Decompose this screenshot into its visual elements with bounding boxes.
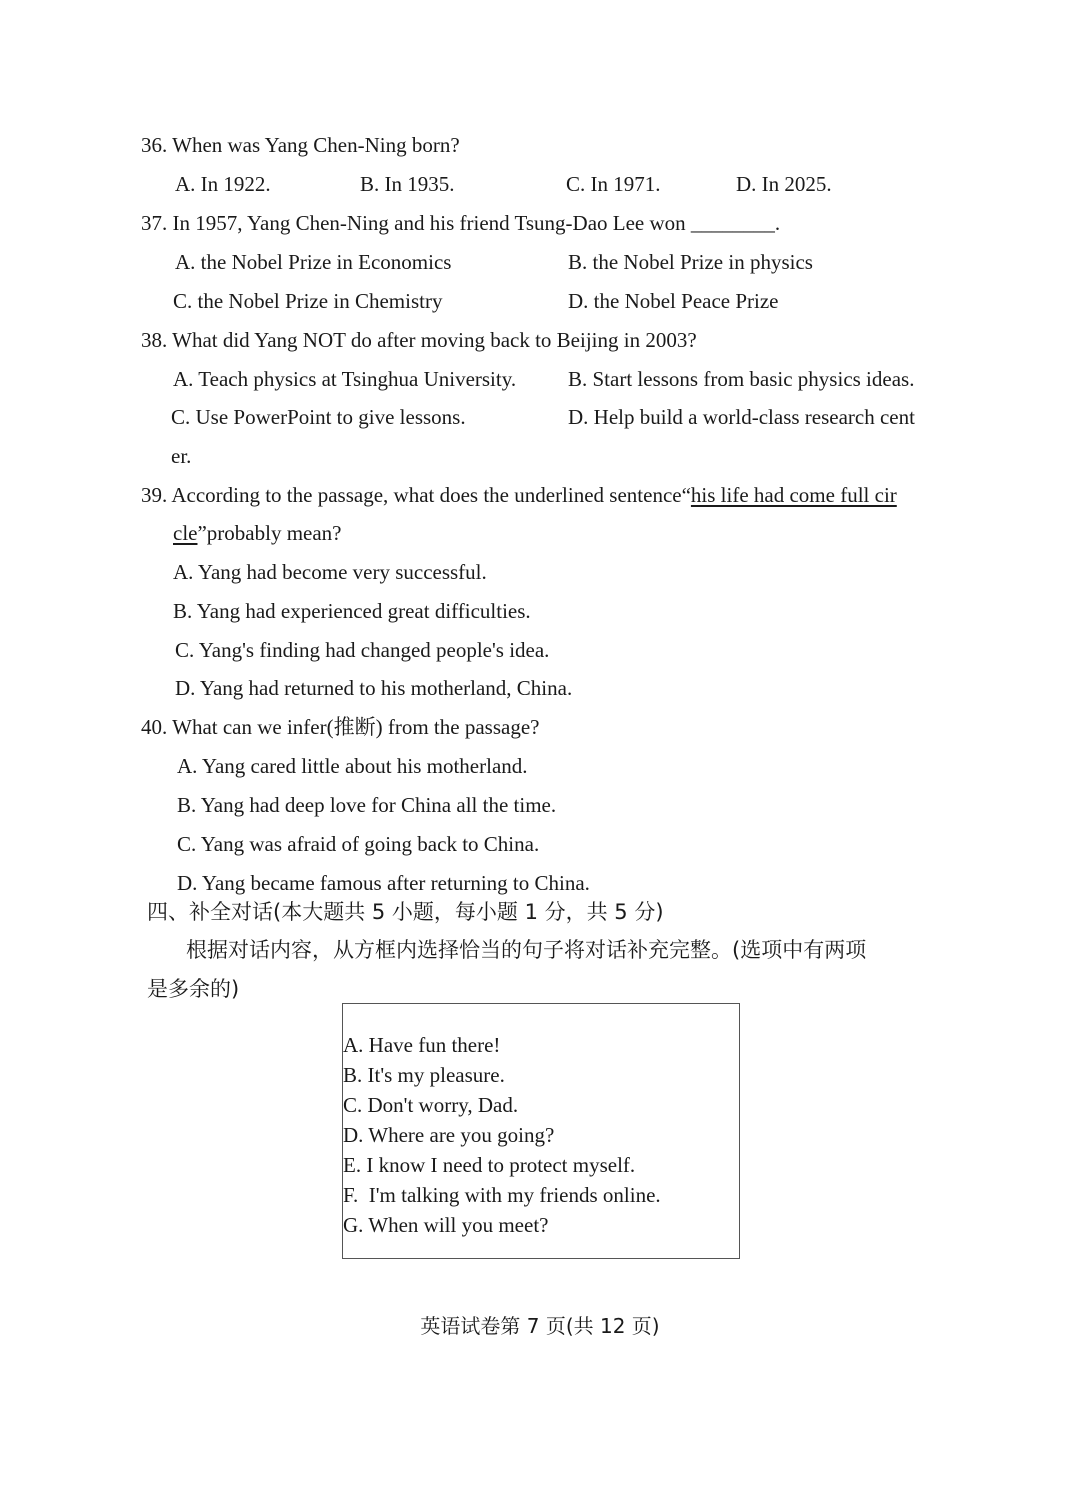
section-4-heading: 四、补全对话(本大题共 5 小题，每小题 1 分，共 5 分) — [147, 900, 664, 924]
box-option-d: D. Where are you going? — [343, 1123, 555, 1147]
q39-stem-suffix: ”probably mean? — [197, 521, 342, 545]
question-40-stem — [141, 714, 539, 740]
q39-stem-prefix: 39. According to the passage, what does the underlined sentence“ — [141, 483, 691, 507]
options-box — [342, 1003, 740, 1259]
question-39-stem — [141, 482, 897, 508]
q39-option-d: D. Yang had returned to his motherland, China. — [175, 676, 573, 700]
q38-option-d-wrap: er. — [171, 444, 192, 468]
q36-option-a: A. In 1922. — [175, 172, 271, 196]
box-option-e: E. I know I need to protect myself. — [343, 1153, 636, 1177]
q39-option-a: A. Yang had become very successful. — [173, 560, 487, 584]
q39-underlined-sentence: his life had come full cir — [690, 483, 897, 507]
page-footer: 英语试卷第 7 页(共 12 页) — [420, 1314, 660, 1338]
q36-option-d: D. In 2025. — [736, 172, 832, 196]
q37-option-a: A. the Nobel Prize in Economics — [175, 250, 452, 274]
q38-option-c: C. Use PowerPoint to give lessons. — [171, 405, 466, 429]
q39-option-c: C. Yang's finding had changed people's idea. — [175, 638, 550, 662]
question-39-stem-cont — [173, 520, 342, 546]
section-4-instruction-cont: 是多余的) — [147, 977, 240, 1001]
q37-option-d: D. the Nobel Peace Prize — [568, 289, 779, 313]
q38-option-d: D. Help build a world-class research cent — [568, 405, 915, 429]
box-option-b: B. It's my pleasure. — [343, 1063, 505, 1087]
q37-option-c: C. the Nobel Prize in Chemistry — [173, 289, 443, 313]
box-option-g: G. When will you meet? — [343, 1213, 549, 1237]
q39-underlined-sentence-cont: cle — [173, 521, 198, 545]
section-4-instruction: 根据对话内容，从方框内选择恰当的句子将对话补充完整。(选项中有两项 — [186, 938, 867, 962]
question-37-stem: 37. In 1957, Yang Chen-Ning and his friend Tsung-Dao Lee won ________. — [141, 211, 781, 235]
question-36-stem: 36. When was Yang Chen-Ning born? — [141, 133, 460, 157]
q36-option-b: B. In 1935. — [360, 172, 455, 196]
q38-option-a: A. Teach physics at Tsinghua University. — [173, 367, 517, 391]
q40-option-c: C. Yang was afraid of going back to China. — [177, 832, 540, 856]
q40-option-b: B. Yang had deep love for China all the time. — [177, 793, 557, 817]
box-option-c: C. Don't worry, Dad. — [343, 1093, 519, 1117]
q40-option-a: A. Yang cared little about his motherland. — [177, 754, 528, 778]
q39-option-b: B. Yang had experienced great difficulties. — [173, 599, 531, 623]
q38-option-b: B. Start lessons from basic physics ideas. — [568, 367, 915, 391]
question-38-stem: 38. What did Yang NOT do after moving back to Beijing in 2003? — [141, 328, 697, 352]
q37-option-b: B. the Nobel Prize in physics — [568, 250, 813, 274]
q40-stem-prefix: 40. What can we infer( — [141, 715, 334, 739]
q40-stem-cjk: 推断 — [333, 715, 376, 739]
box-option-f: F. I'm talking with my friends online. — [343, 1183, 661, 1207]
q40-stem-suffix: ) from the passage? — [375, 715, 540, 739]
box-option-a: A. Have fun there! — [343, 1033, 501, 1057]
q40-option-d: D. Yang became famous after returning to China. — [177, 871, 590, 895]
q36-option-c: C. In 1971. — [566, 172, 661, 196]
